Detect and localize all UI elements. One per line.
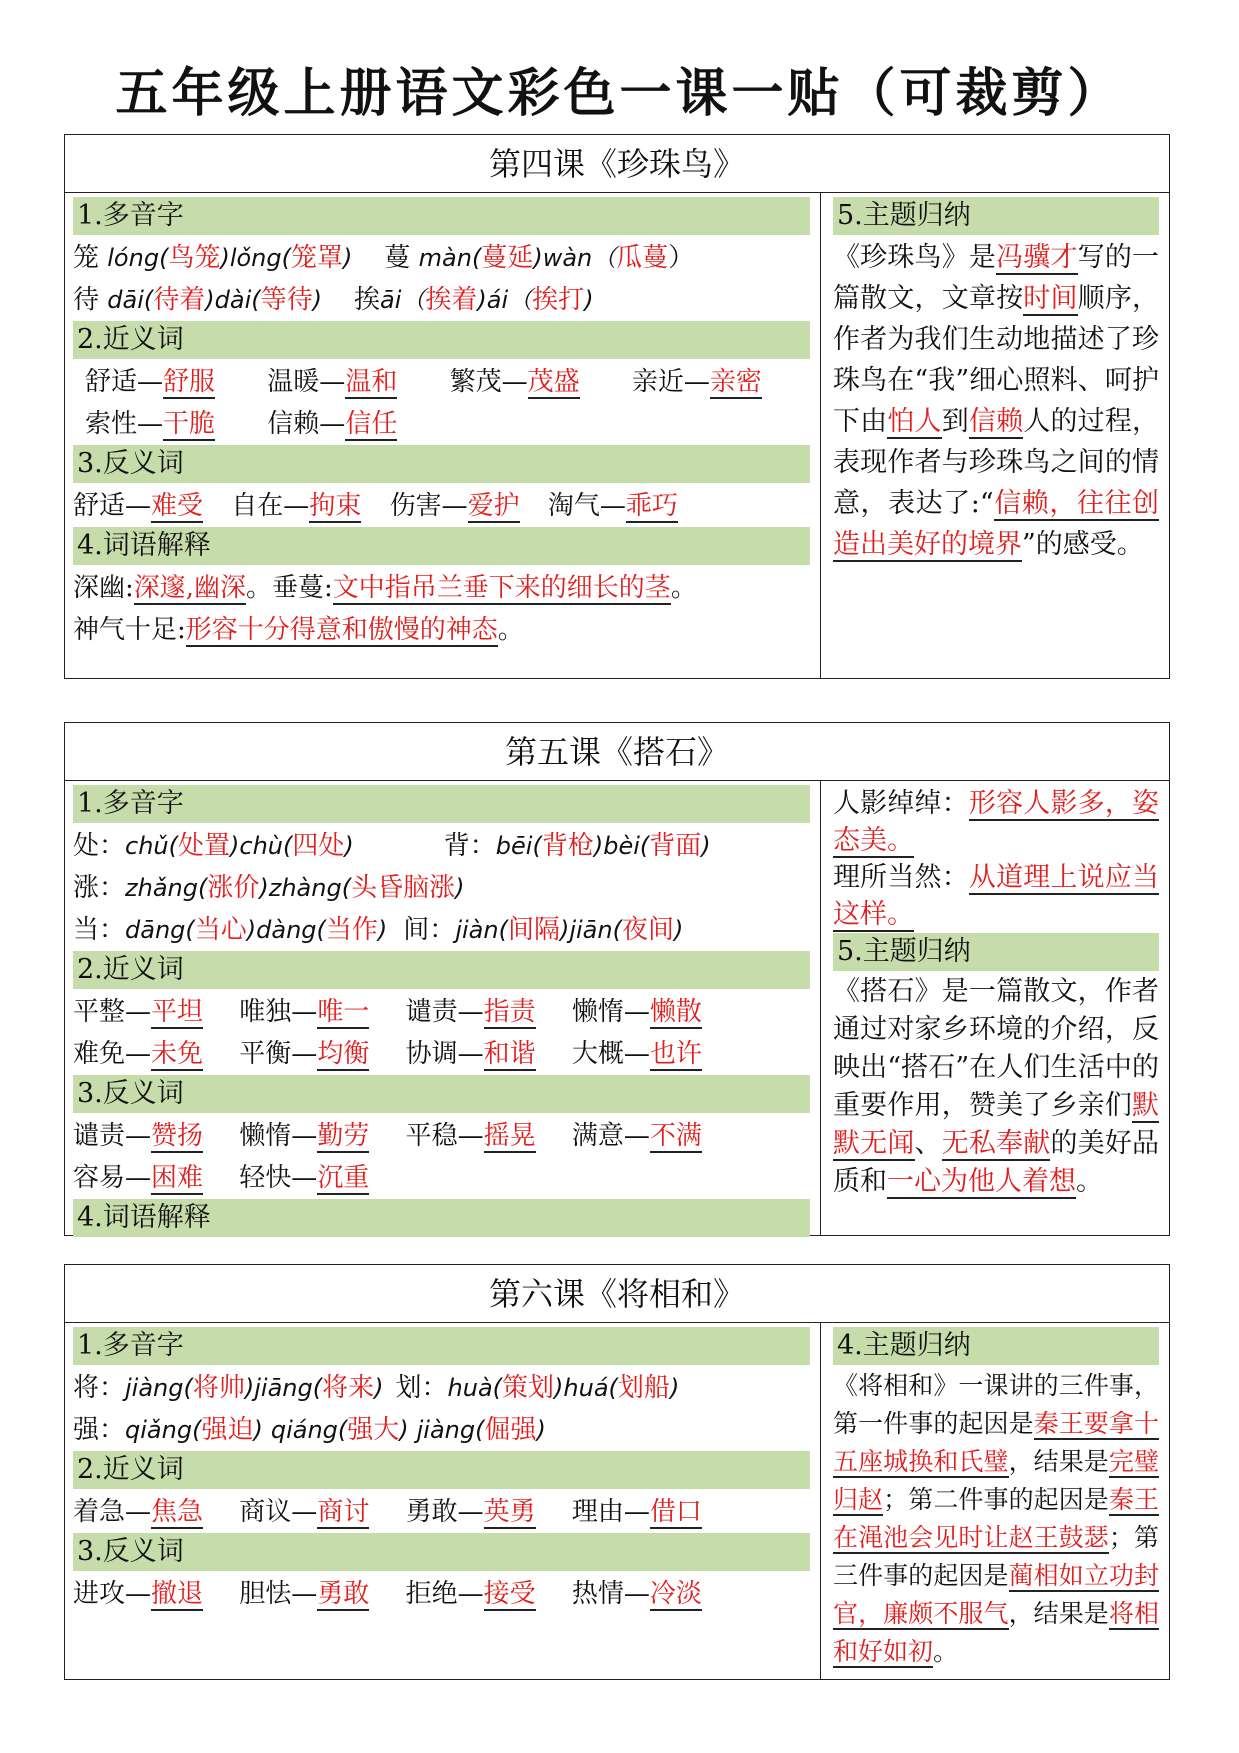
text-fragment: 蔓 (384, 243, 419, 273)
answer-text: 焦急 (151, 1497, 204, 1527)
theme-paragraph (833, 237, 1159, 565)
text-fragment: 舒适— (85, 367, 164, 397)
pinyin-text: ) (374, 1374, 384, 1402)
answer-text: 撤退 (151, 1579, 204, 1609)
definition-row (73, 567, 810, 609)
text-fragment: 划： (395, 1373, 448, 1403)
text-fragment: 待 (73, 285, 108, 315)
answer-text: 勤劳 (317, 1121, 370, 1151)
pinyin-text: ) (669, 1374, 680, 1402)
text-fragment: 懒惰— (239, 1121, 318, 1151)
answer-text: 秦王在渑池会见时让赵王鼓瑟 (833, 1485, 1159, 1552)
pinyin-text: ) (559, 916, 570, 944)
text-fragment: 间： (403, 915, 456, 945)
answer-text: 沉重 (317, 1163, 370, 1193)
lesson-title: 第五课《搭石》 (65, 723, 1169, 781)
answer-text: 秦王要拿十五座城换和氏璧 (833, 1409, 1159, 1476)
section-header: 3.反义词 (73, 1075, 810, 1113)
text-fragment: 舒适— (73, 491, 152, 521)
lesson-right-column (820, 781, 1169, 1235)
text-fragment: 温暖— (267, 367, 346, 397)
text-fragment: 商议— (239, 1497, 318, 1527)
answer-text: 信赖 (968, 406, 1024, 437)
synonym-row (73, 403, 810, 445)
pinyin-text: āi（ (380, 286, 426, 314)
answer-text: 乖巧 (625, 491, 678, 521)
section-header: 4.主题归纳 (833, 1327, 1159, 1365)
pinyin-text: jiàng( (125, 1374, 193, 1402)
pinyin-row (73, 825, 810, 867)
example-word: 当作 (325, 915, 378, 945)
answer-text: 平坦 (151, 997, 204, 1027)
answer-text: 和谐 (483, 1039, 536, 1069)
example-word: 瓜蔓 (616, 243, 669, 273)
pinyin-text: dāng( (125, 916, 195, 944)
answer-text: 均衡 (317, 1039, 370, 1069)
text-fragment: 将： (73, 1373, 126, 1403)
pinyin-text: ) (554, 1374, 564, 1402)
text-fragment: 当： (73, 915, 126, 945)
pinyin-text: jiàn( (455, 916, 508, 944)
section-header: 3.反义词 (73, 445, 810, 483)
lesson-title: 第四课《珍珠鸟》 (65, 135, 1169, 193)
answer-text: 将相和好如初 (833, 1599, 1159, 1666)
text-fragment: 谴责— (405, 997, 484, 1027)
pinyin-text: ) (253, 1416, 263, 1444)
definition-row (73, 609, 810, 651)
answer-text: 赞扬 (151, 1121, 204, 1151)
text-fragment: 轻快— (239, 1163, 318, 1193)
lesson-left-column (65, 1323, 820, 1679)
text-fragment: 进攻— (73, 1579, 152, 1609)
text-fragment: 亲近— (631, 367, 710, 397)
section-header: 3.反义词 (73, 1533, 810, 1571)
pinyin-text: ) (584, 286, 594, 314)
lesson-left-column (65, 781, 820, 1235)
answer-text: 温和 (345, 367, 398, 397)
pinyin-row (73, 237, 810, 279)
answer-text: 摇晃 (483, 1121, 536, 1151)
answer-text: 冯骥才 (996, 242, 1078, 273)
text-fragment: 的美好品质和 (833, 1128, 1160, 1197)
example-word: 倔强 (484, 1415, 537, 1445)
pinyin-row (73, 1409, 810, 1451)
text-fragment: 处： (73, 831, 126, 861)
text-fragment: 容易— (73, 1163, 152, 1193)
text-fragment: 勇敢— (405, 1497, 484, 1527)
answer-text: 不满 (649, 1121, 702, 1151)
answer-text: 文中指吊兰垂下来的细长的茎 (332, 573, 671, 603)
text-fragment: 着急— (73, 1497, 152, 1527)
answer-text: 从道理上说应当这样。 (833, 862, 1160, 930)
antonym-row (73, 1573, 810, 1615)
text-fragment: 《搭石》是一篇散文，作者通过对家乡环境的介绍，反映出“搭石”在人们生活中的重要作用，赞美了乡亲们 (833, 976, 1159, 1121)
pinyin-text: jiāng( (254, 1374, 323, 1402)
example-word: 强迫 (201, 1415, 254, 1445)
text-fragment: 顺序，作者为我们生动地描述了珍珠鸟在“我”细心照料、呵护下由 (833, 283, 1160, 437)
pinyin-text: bèi( (603, 832, 650, 860)
lesson-4-card (64, 134, 1170, 679)
pinyin-text: ) (205, 286, 215, 314)
text-fragment: 唯独— (239, 997, 318, 1027)
text-fragment: 难免— (73, 1039, 152, 1069)
answer-text: 拘束 (309, 491, 362, 521)
text-fragment: ”的感受。 (1022, 529, 1144, 560)
pinyin-text: màn( (418, 244, 482, 272)
text-fragment: 胆怯— (239, 1579, 318, 1609)
pinyin-text: jiàng( (416, 1416, 485, 1444)
text-fragment: 自在— (231, 491, 310, 521)
text-fragment: 挨 (354, 285, 381, 315)
example-word: 蔓延 (481, 243, 534, 273)
example-word: 将来 (322, 1373, 375, 1403)
pinyin-text: ) (593, 832, 604, 860)
pinyin-row (73, 279, 810, 321)
text-fragment: 。 (497, 615, 524, 645)
pinyin-text: ) (312, 286, 323, 314)
pinyin-text: jiān( (569, 916, 622, 944)
answer-text: 干脆 (163, 409, 216, 439)
answer-text: 困难 (151, 1163, 204, 1193)
example-word: 间隔 (507, 915, 560, 945)
answer-text: 蔺相如立功封官，廉颇不服气 (833, 1561, 1159, 1628)
answer-text: 深邃,幽深 (133, 573, 247, 603)
pinyin-text: dài( (214, 286, 261, 314)
answer-text: 难受 (151, 491, 204, 521)
example-word: 等待 (260, 285, 313, 315)
text-fragment: 《将相和》一课讲的三件事，第一件事的起因是 (833, 1371, 1159, 1438)
synonym-row (73, 1491, 810, 1533)
pinyin-text: bēi( (495, 832, 542, 860)
pinyin-text: qiáng( (270, 1416, 348, 1444)
text-fragment: 涨： (73, 873, 126, 903)
example-word: 挨打 (532, 285, 585, 315)
answer-text: 一心为他人着想 (887, 1166, 1076, 1197)
text-fragment: ，结果是 (1008, 1447, 1109, 1476)
text-fragment: ；第三件事的起因是 (833, 1523, 1159, 1590)
pinyin-text: lóng( (107, 244, 169, 272)
text-fragment: 信赖— (267, 409, 346, 439)
pinyin-text: qiǎng( (125, 1416, 202, 1444)
lesson-title: 第六课《将相和》 (65, 1265, 1169, 1323)
pinyin-text: huà( (447, 1374, 503, 1402)
answer-text: 借口 (649, 1497, 702, 1527)
lesson-right-column (820, 193, 1169, 678)
answer-text: 舒服 (163, 367, 216, 397)
answer-text: 完璧归赵 (833, 1447, 1159, 1514)
section-header: 2.近义词 (73, 951, 810, 989)
section-header: 4.词语解释 (73, 1199, 810, 1237)
text-fragment: 笼 (73, 243, 108, 273)
pinyin-text: ) (230, 832, 240, 860)
antonym-row (73, 1115, 810, 1157)
section-header: 2.近义词 (73, 321, 810, 359)
section-header: 1.多音字 (73, 785, 810, 823)
example-word: 背枪 (541, 831, 594, 861)
answer-text: 商讨 (317, 1497, 370, 1527)
text-fragment: ，结果是 (1008, 1599, 1109, 1628)
text-fragment: 人的过程，表现作者与珍珠鸟之间的情意，表达了:“ (833, 406, 1160, 519)
synonym-row (73, 991, 810, 1033)
text-fragment: 写的一篇散文，文章按 (833, 242, 1160, 314)
pinyin-text: dàng( (256, 916, 326, 944)
answer-text: 勇敢 (317, 1579, 370, 1609)
lesson-6-card (64, 1264, 1170, 1680)
answer-text: 无私奉献 (941, 1128, 1051, 1159)
pinyin-text: ) (399, 1416, 409, 1444)
answer-text: 冷淡 (649, 1579, 702, 1609)
text-fragment: 。垂蔓: (246, 573, 333, 603)
example-word: 策划 (502, 1373, 555, 1403)
pinyin-text: ) (673, 916, 684, 944)
answer-text: 接受 (483, 1579, 536, 1609)
answer-text: 时间 (1023, 283, 1078, 314)
example-word: 笼罩 (291, 243, 344, 273)
pinyin-text: zhǎng( (125, 874, 208, 902)
section-header: 1.多音字 (73, 1327, 810, 1365)
example-word: 背面 (649, 831, 702, 861)
pinyin-text: ) (455, 874, 465, 902)
answer-text: 懒散 (649, 997, 702, 1027)
pinyin-text: ) (220, 244, 230, 272)
section-header: 4.词语解释 (73, 527, 810, 565)
example-word: 将帅 (192, 1373, 245, 1403)
text-fragment: 满意— (571, 1121, 650, 1151)
text-fragment: 、 (914, 1128, 942, 1159)
text-fragment: 人影绰绰： (833, 788, 969, 819)
lesson-right-column (820, 1323, 1169, 1679)
section-header: 5.主题归纳 (833, 197, 1159, 235)
answer-text: 怕人 (887, 406, 942, 437)
definition-paragraph (833, 785, 1159, 859)
answer-text: 爱护 (467, 491, 520, 521)
text-fragment: 淘气— (547, 491, 626, 521)
theme-paragraph (833, 973, 1159, 1201)
text-fragment: 拒绝— (405, 1579, 484, 1609)
example-word: 待着 (153, 285, 206, 315)
text-fragment: 懒惰— (571, 997, 650, 1027)
lesson-5-card (64, 722, 1170, 1236)
example-word: 四处 (292, 831, 345, 861)
answer-text: 信赖，往往创造出美好的境界 (833, 488, 1159, 560)
synonym-row (73, 1033, 810, 1075)
antonym-row (73, 485, 810, 527)
pinyin-text: chù( (239, 832, 293, 860)
pinyin-text: zhàng( (268, 874, 352, 902)
text-fragment: 《珍珠鸟》是 (833, 242, 997, 273)
example-word: 处置 (178, 831, 231, 861)
text-fragment: ；第二件事的起因是 (883, 1485, 1109, 1514)
example-word: 当心 (194, 915, 247, 945)
text-fragment: 协调— (405, 1039, 484, 1069)
text-fragment: 。 (1076, 1166, 1103, 1197)
example-word: 挨着 (425, 285, 478, 315)
answer-text: 茂盛 (527, 367, 580, 397)
pinyin-row (73, 1367, 810, 1409)
answer-text: 形容人影多，姿态美。 (833, 788, 1160, 856)
pinyin-text: lǒng( (229, 244, 291, 272)
pinyin-text: wàn（ (542, 244, 617, 272)
answer-text: 唯一 (317, 997, 370, 1027)
text-fragment: 理所当然： (833, 862, 969, 893)
text-fragment: 热情— (571, 1579, 650, 1609)
text-fragment: 。 (670, 573, 697, 603)
pinyin-text: huá( (563, 1374, 618, 1402)
answer-text: 形容十分得意和傲慢的神态 (185, 615, 498, 645)
example-word: 夜间 (621, 915, 674, 945)
text-fragment: 强： (73, 1415, 126, 1445)
pinyin-text: ) (343, 244, 353, 272)
theme-paragraph (833, 1367, 1159, 1671)
section-header: 5.主题归纳 (833, 933, 1159, 971)
answer-text: 默默无闻 (833, 1090, 1159, 1159)
text-fragment: 平整— (73, 997, 152, 1027)
text-fragment: 。 (933, 1637, 959, 1666)
example-word: 划船 (617, 1373, 670, 1403)
text-fragment: 谴责— (73, 1121, 152, 1151)
lesson-left-column (65, 193, 820, 678)
pinyin-text: ) (246, 916, 257, 944)
text-fragment: 深幽: (73, 573, 134, 603)
example-word: 鸟笼 (168, 243, 221, 273)
pinyin-text: ) (344, 832, 354, 860)
pinyin-text: chǔ( (125, 832, 178, 860)
antonym-row (73, 1157, 810, 1199)
section-header: 2.近义词 (73, 1451, 810, 1489)
text-fragment: 背： (443, 831, 496, 861)
pinyin-text: ) (701, 832, 711, 860)
example-word: 头昏脑涨 (351, 873, 456, 903)
answer-text: 亲密 (709, 367, 762, 397)
definition-paragraph (833, 859, 1159, 933)
text-fragment: 平衡— (239, 1039, 318, 1069)
answer-text: 指责 (483, 997, 536, 1027)
pinyin-row (73, 909, 810, 951)
answer-text: 也许 (649, 1039, 702, 1069)
text-fragment: 到 (941, 406, 969, 437)
example-word: 涨价 (207, 873, 260, 903)
pinyin-text: ) (259, 874, 269, 902)
section-header: 1.多音字 (73, 197, 810, 235)
answer-text: 英勇 (483, 1497, 536, 1527)
text-fragment: 神气十足: (73, 615, 186, 645)
pinyin-text: ) (536, 1416, 546, 1444)
pinyin-text: dāi( (107, 286, 154, 314)
page-title: 五年级上册语文彩色一课一贴（可裁剪） (115, 64, 1124, 124)
text-fragment: 大概— (571, 1039, 650, 1069)
pinyin-text: ) (244, 1374, 255, 1402)
example-word: 强大 (347, 1415, 400, 1445)
text-fragment: 伤害— (389, 491, 468, 521)
text-fragment: ） (668, 243, 695, 273)
answer-text: 未免 (151, 1039, 204, 1069)
pinyin-row (73, 867, 810, 909)
pinyin-text: ) (377, 916, 388, 944)
pinyin-text: ái（ (486, 286, 533, 314)
text-fragment: 繁茂— (449, 367, 528, 397)
pinyin-text: ) (477, 286, 487, 314)
text-fragment: 理由— (571, 1497, 650, 1527)
answer-text: 信任 (345, 409, 398, 439)
text-fragment: 索性— (85, 409, 164, 439)
text-fragment: 平稳— (405, 1121, 484, 1151)
synonym-row (73, 361, 810, 403)
pinyin-text: ) (533, 244, 543, 272)
